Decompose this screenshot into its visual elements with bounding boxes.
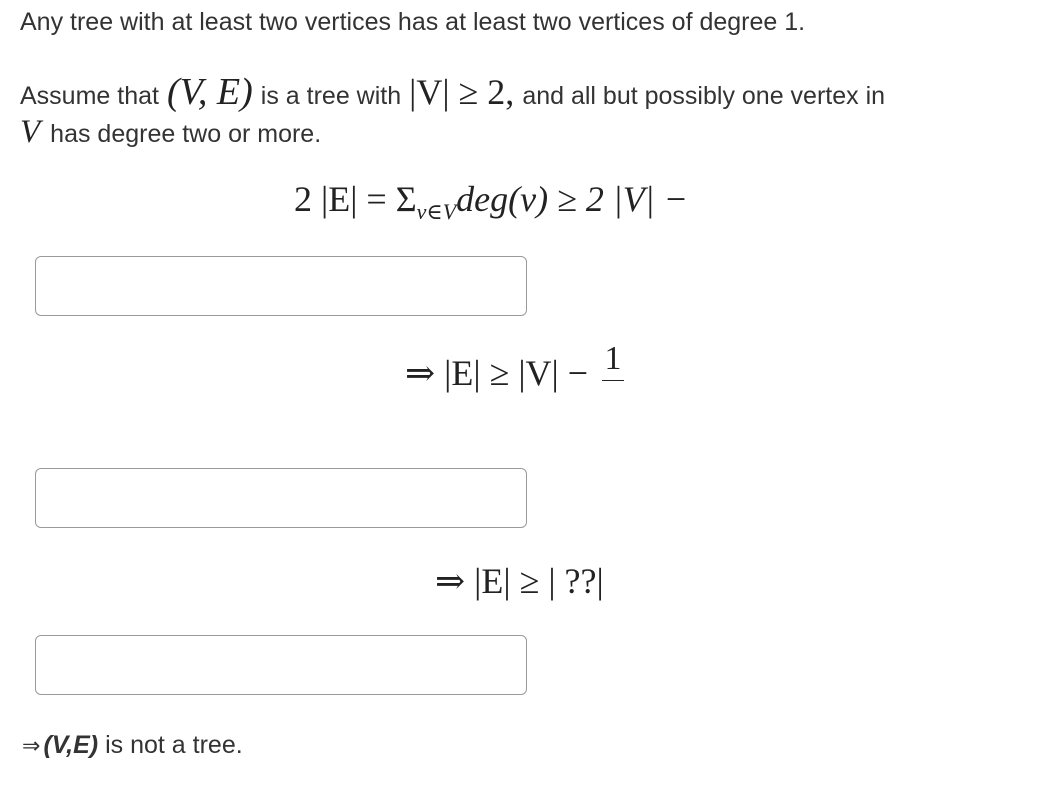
equation-degree-sum: 2 $|E| = \Sigma_{v\in V}deg(v) \ge 2$ |V| − bbox=[294, 179, 688, 225]
assumption-prefix: Assume that bbox=[20, 82, 159, 110]
assumption-line-1 bbox=[20, 70, 885, 114]
answer-input-3[interactable] bbox=[35, 635, 527, 695]
assumption-suffix: and all but possibly one vertex in bbox=[522, 82, 886, 110]
sum-subscript: v∈V bbox=[416, 199, 457, 225]
answer-input-1[interactable] bbox=[35, 256, 527, 316]
fraction-numerator: 1 bbox=[604, 340, 622, 377]
conclusion bbox=[22, 731, 243, 760]
equation-edge-bound: ⇒ |E| ≥ |V| − 1 bbox=[405, 342, 624, 403]
fraction bbox=[602, 342, 624, 403]
vertex-count-condition: |V| ≥ 2, bbox=[409, 72, 515, 112]
conclusion-text: is not a tree. bbox=[105, 731, 243, 759]
conclusion-pair: (V,E) bbox=[43, 731, 99, 759]
equation-final-bound: ⇒ |E| ≥ | ??| bbox=[435, 561, 604, 601]
assumption-line-2-text: has degree two or more. bbox=[50, 120, 322, 148]
fraction-bar bbox=[602, 380, 624, 381]
tree-tuple: (V, E) bbox=[166, 71, 253, 113]
vertex-set-symbol: V bbox=[20, 114, 41, 150]
assumption-middle: is a tree with bbox=[260, 82, 402, 110]
answer-input-2[interactable] bbox=[35, 468, 527, 528]
assumption-line-2 bbox=[20, 114, 321, 151]
theorem-statement: Any tree with at least two vertices has at least two vertices of degree 1. bbox=[20, 8, 806, 36]
implies-arrow: ⇒ bbox=[22, 733, 41, 758]
